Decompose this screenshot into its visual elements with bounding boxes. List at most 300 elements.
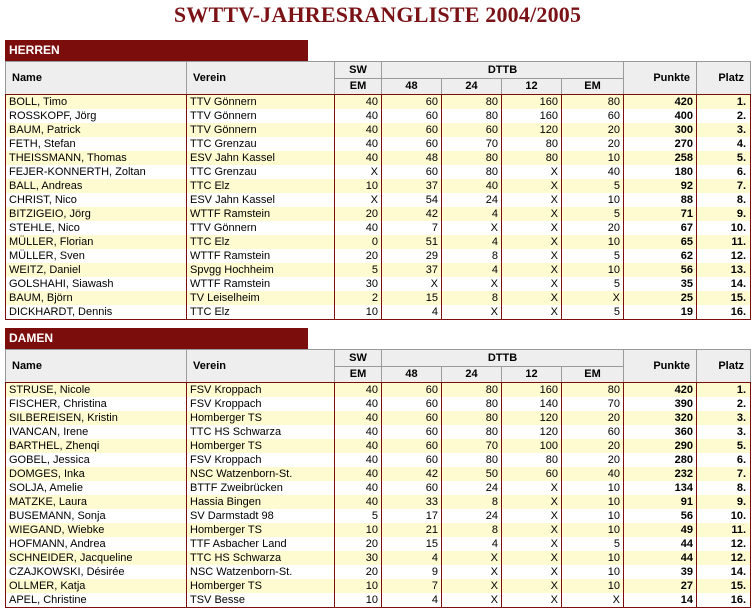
dttb-48-value: 42	[382, 467, 442, 481]
player-name: DOMGES, Inka	[6, 467, 187, 481]
rank-value: 11.	[697, 523, 751, 537]
dttb-em-value: 5	[562, 207, 624, 221]
player-name: BAUM, Patrick	[6, 123, 187, 137]
dttb-24-value: 80	[442, 151, 502, 165]
club-name: SV Darmstadt 98	[187, 509, 335, 523]
player-name: FISCHER, Christina	[6, 397, 187, 411]
dttb-24-value: 80	[442, 383, 502, 398]
col-header-48: 48	[382, 79, 442, 95]
damen-table	[5, 349, 751, 608]
rank-value: 2.	[697, 397, 751, 411]
rank-value: 9.	[697, 207, 751, 221]
dttb-em-value: 10	[562, 151, 624, 165]
dttb-12-value: 80	[502, 151, 562, 165]
points-value: 270	[624, 137, 697, 151]
points-value: 390	[624, 397, 697, 411]
table-row	[6, 593, 751, 608]
sw-em-value: 5	[335, 509, 382, 523]
sw-em-value: 40	[335, 137, 382, 151]
player-name: THEISSMANN, Thomas	[6, 151, 187, 165]
col-header-verein: Verein	[187, 350, 335, 383]
dttb-48-value: 7	[382, 221, 442, 235]
club-name: TSV Besse	[187, 593, 335, 608]
col-header-name: Name	[6, 350, 187, 383]
sw-em-value: 20	[335, 537, 382, 551]
sw-em-value: 40	[335, 151, 382, 165]
sw-em-value: 10	[335, 593, 382, 608]
dttb-12-value: X	[502, 579, 562, 593]
dttb-24-value: 24	[442, 481, 502, 495]
col-header-platz: Platz	[697, 350, 751, 383]
player-name: MÜLLER, Florian	[6, 235, 187, 249]
club-name: TTC HS Schwarza	[187, 425, 335, 439]
dttb-48-value: 60	[382, 123, 442, 137]
sw-em-value: 30	[335, 551, 382, 565]
dttb-em-value: 5	[562, 179, 624, 193]
col-header-24: 24	[442, 79, 502, 95]
club-name: TTV Gönnern	[187, 109, 335, 123]
dttb-24-value: X	[442, 565, 502, 579]
table-row	[6, 221, 751, 235]
rank-value: 3.	[697, 123, 751, 137]
dttb-48-value: 60	[382, 109, 442, 123]
club-name: Homberger TS	[187, 439, 335, 453]
dttb-12-value: 60	[502, 467, 562, 481]
dttb-24-value: 80	[442, 165, 502, 179]
dttb-em-value: 20	[562, 411, 624, 425]
dttb-48-value: 21	[382, 523, 442, 537]
player-name: DICKHARDT, Dennis	[6, 305, 187, 320]
dttb-12-value: X	[502, 249, 562, 263]
dttb-24-value: X	[442, 305, 502, 320]
dttb-em-value: 40	[562, 165, 624, 179]
player-name: BUSEMANN, Sonja	[6, 509, 187, 523]
dttb-em-value: 10	[562, 579, 624, 593]
club-name: TV Leiselheim	[187, 291, 335, 305]
damen-section-label: DAMEN	[5, 328, 308, 349]
dttb-48-value: 60	[382, 481, 442, 495]
player-name: GOBEL, Jessica	[6, 453, 187, 467]
col-header-12: 12	[502, 367, 562, 383]
sw-em-value: 40	[335, 95, 382, 110]
club-name: WTTF Ramstein	[187, 207, 335, 221]
damen-section	[5, 328, 750, 608]
dttb-24-value: X	[442, 551, 502, 565]
dttb-em-value: 20	[562, 453, 624, 467]
herren-rows	[6, 95, 751, 320]
dttb-12-value: 160	[502, 383, 562, 398]
dttb-48-value: 37	[382, 179, 442, 193]
dttb-em-value: 20	[562, 439, 624, 453]
dttb-24-value: 60	[442, 123, 502, 137]
dttb-em-value: 10	[562, 235, 624, 249]
player-name: STEHLE, Nico	[6, 221, 187, 235]
points-value: 62	[624, 249, 697, 263]
points-value: 39	[624, 565, 697, 579]
dttb-12-value: X	[502, 537, 562, 551]
sw-em-value: 2	[335, 291, 382, 305]
dttb-48-value: 60	[382, 425, 442, 439]
rank-value: 14.	[697, 565, 751, 579]
player-name: SILBEREISEN, Kristin	[6, 411, 187, 425]
dttb-12-value: 160	[502, 109, 562, 123]
sw-em-value: 20	[335, 249, 382, 263]
dttb-em-value: 60	[562, 109, 624, 123]
points-value: 300	[624, 123, 697, 137]
dttb-em-value: 80	[562, 95, 624, 110]
dttb-24-value: 80	[442, 411, 502, 425]
rank-value: 16.	[697, 593, 751, 608]
dttb-12-value: 80	[502, 453, 562, 467]
rank-value: 7.	[697, 179, 751, 193]
herren-table	[5, 61, 751, 320]
dttb-em-value: X	[562, 291, 624, 305]
player-name: CZAJKOWSKI, Désirée	[6, 565, 187, 579]
col-header-dttb: DTTB	[382, 350, 624, 367]
table-row	[6, 193, 751, 207]
rank-value: 5.	[697, 439, 751, 453]
col-header-punkte: Punkte	[624, 350, 697, 383]
sw-em-value: 10	[335, 579, 382, 593]
sw-em-value: X	[335, 193, 382, 207]
dttb-48-value: 4	[382, 551, 442, 565]
sw-em-value: 40	[335, 425, 382, 439]
table-row	[6, 137, 751, 151]
dttb-em-value: 10	[562, 193, 624, 207]
dttb-24-value: 24	[442, 509, 502, 523]
dttb-24-value: X	[442, 579, 502, 593]
table-row	[6, 263, 751, 277]
rank-value: 3.	[697, 425, 751, 439]
player-name: BALL, Andreas	[6, 179, 187, 193]
sw-em-value: 20	[335, 565, 382, 579]
dttb-12-value: 120	[502, 123, 562, 137]
dttb-48-value: 60	[382, 95, 442, 110]
dttb-48-value: 29	[382, 249, 442, 263]
dttb-48-value: 60	[382, 165, 442, 179]
dttb-48-value: 60	[382, 383, 442, 398]
dttb-12-value: 160	[502, 95, 562, 110]
table-row	[6, 123, 751, 137]
col-header-name: Name	[6, 62, 187, 95]
dttb-12-value: X	[502, 551, 562, 565]
points-value: 232	[624, 467, 697, 481]
sw-em-value: 40	[335, 467, 382, 481]
points-value: 134	[624, 481, 697, 495]
player-name: SOLJA, Amelie	[6, 481, 187, 495]
rank-value: 16.	[697, 305, 751, 320]
col-header-sw: SW	[335, 62, 382, 79]
table-row	[6, 397, 751, 411]
rank-value: 1.	[697, 383, 751, 398]
dttb-48-value: 60	[382, 453, 442, 467]
rank-value: 7.	[697, 467, 751, 481]
table-row	[6, 425, 751, 439]
herren-section	[5, 40, 750, 320]
points-value: 91	[624, 495, 697, 509]
rank-value: 10.	[697, 221, 751, 235]
table-row	[6, 179, 751, 193]
page-title: SWTTV-JAHRESRANGLISTE 2004/2005	[173, 2, 582, 27]
col-header-verein: Verein	[187, 62, 335, 95]
dttb-12-value: X	[502, 481, 562, 495]
rank-value: 10.	[697, 509, 751, 523]
rank-value: 14.	[697, 277, 751, 291]
dttb-em-value: 10	[562, 565, 624, 579]
points-value: 92	[624, 179, 697, 193]
dttb-48-value: 60	[382, 397, 442, 411]
points-value: 14	[624, 593, 697, 608]
rank-value: 6.	[697, 165, 751, 179]
dttb-24-value: 80	[442, 453, 502, 467]
col-header-punkte: Punkte	[624, 62, 697, 95]
table-row	[6, 305, 751, 320]
rank-value: 13.	[697, 263, 751, 277]
dttb-24-value: 70	[442, 439, 502, 453]
sw-em-value: 40	[335, 383, 382, 398]
dttb-48-value: 4	[382, 305, 442, 320]
table-row	[6, 291, 751, 305]
dttb-12-value: X	[502, 509, 562, 523]
points-value: 258	[624, 151, 697, 165]
club-name: WTTF Ramstein	[187, 249, 335, 263]
points-value: 88	[624, 193, 697, 207]
table-row	[6, 509, 751, 523]
dttb-em-value: 60	[562, 425, 624, 439]
dttb-em-value: 10	[562, 551, 624, 565]
table-row	[6, 383, 751, 398]
player-name: FETH, Stefan	[6, 137, 187, 151]
rank-value: 8.	[697, 193, 751, 207]
club-name: FSV Kroppach	[187, 397, 335, 411]
table-row	[6, 165, 751, 179]
dttb-48-value: 17	[382, 509, 442, 523]
dttb-12-value: X	[502, 263, 562, 277]
dttb-24-value: 80	[442, 397, 502, 411]
rank-value: 15.	[697, 579, 751, 593]
dttb-24-value: 40	[442, 179, 502, 193]
dttb-48-value: 60	[382, 411, 442, 425]
club-name: TTV Gönnern	[187, 221, 335, 235]
table-row	[6, 109, 751, 123]
dttb-48-value: 48	[382, 151, 442, 165]
table-row	[6, 579, 751, 593]
rank-value: 6.	[697, 453, 751, 467]
dttb-em-value: 80	[562, 383, 624, 398]
dttb-12-value: X	[502, 179, 562, 193]
club-name: TTC Grenzau	[187, 137, 335, 151]
dttb-12-value: X	[502, 165, 562, 179]
col-header-48: 48	[382, 367, 442, 383]
col-header-dttb-em: EM	[562, 79, 624, 95]
club-name: Homberger TS	[187, 411, 335, 425]
dttb-24-value: 8	[442, 495, 502, 509]
points-value: 420	[624, 383, 697, 398]
club-name: TTC Elz	[187, 305, 335, 320]
dttb-em-value: 5	[562, 537, 624, 551]
col-header-sw: SW	[335, 350, 382, 367]
player-name: ROSSKOPF, Jörg	[6, 109, 187, 123]
points-value: 71	[624, 207, 697, 221]
player-name: WEITZ, Daniel	[6, 263, 187, 277]
player-name: STRUSE, Nicole	[6, 383, 187, 398]
player-name: BARTHEL, Zhenqi	[6, 439, 187, 453]
dttb-24-value: 4	[442, 207, 502, 221]
dttb-24-value: X	[442, 221, 502, 235]
points-value: 420	[624, 95, 697, 110]
dttb-24-value: X	[442, 277, 502, 291]
dttb-24-value: 80	[442, 109, 502, 123]
player-name: SCHNEIDER, Jacqueline	[6, 551, 187, 565]
sw-em-value: 40	[335, 109, 382, 123]
rank-value: 1.	[697, 95, 751, 110]
dttb-em-value: 70	[562, 397, 624, 411]
club-name: TTF Asbacher Land	[187, 537, 335, 551]
sw-em-value: 10	[335, 179, 382, 193]
club-name: NSC Watzenborn-St.	[187, 565, 335, 579]
dttb-12-value: X	[502, 593, 562, 608]
club-name: ESV Jahn Kassel	[187, 193, 335, 207]
dttb-em-value: 10	[562, 523, 624, 537]
club-name: NSC Watzenborn-St.	[187, 467, 335, 481]
dttb-24-value: 80	[442, 425, 502, 439]
dttb-12-value: X	[502, 291, 562, 305]
dttb-48-value: 37	[382, 263, 442, 277]
dttb-24-value: 50	[442, 467, 502, 481]
dttb-48-value: 60	[382, 439, 442, 453]
club-name: Hassia Bingen	[187, 495, 335, 509]
dttb-em-value: 5	[562, 249, 624, 263]
dttb-em-value: X	[562, 593, 624, 608]
dttb-12-value: 100	[502, 439, 562, 453]
table-row	[6, 537, 751, 551]
rank-value: 9.	[697, 495, 751, 509]
table-row	[6, 95, 751, 110]
points-value: 290	[624, 439, 697, 453]
club-name: Homberger TS	[187, 523, 335, 537]
table-row	[6, 235, 751, 249]
table-row	[6, 453, 751, 467]
points-value: 320	[624, 411, 697, 425]
club-name: Homberger TS	[187, 579, 335, 593]
club-name: TTV Gönnern	[187, 123, 335, 137]
dttb-em-value: 5	[562, 277, 624, 291]
table-row	[6, 551, 751, 565]
sw-em-value: 5	[335, 263, 382, 277]
dttb-48-value: 54	[382, 193, 442, 207]
rank-value: 12.	[697, 537, 751, 551]
club-name: TTC Elz	[187, 235, 335, 249]
club-name: Spvgg Hochheim	[187, 263, 335, 277]
points-value: 44	[624, 537, 697, 551]
table-row	[6, 467, 751, 481]
sw-em-value: 40	[335, 453, 382, 467]
rank-value: 11.	[697, 235, 751, 249]
dttb-48-value: 7	[382, 579, 442, 593]
table-row	[6, 481, 751, 495]
player-name: IVANCAN, Irene	[6, 425, 187, 439]
sw-em-value: 10	[335, 523, 382, 537]
dttb-12-value: 120	[502, 425, 562, 439]
dttb-12-value: X	[502, 277, 562, 291]
player-name: FEJER-KONNERTH, Zoltan	[6, 165, 187, 179]
dttb-48-value: 33	[382, 495, 442, 509]
points-value: 400	[624, 109, 697, 123]
dttb-em-value: 40	[562, 467, 624, 481]
dttb-12-value: X	[502, 565, 562, 579]
dttb-em-value: 5	[562, 305, 624, 320]
table-row	[6, 523, 751, 537]
player-name: APEL, Christine	[6, 593, 187, 608]
dttb-24-value: X	[442, 593, 502, 608]
dttb-em-value: 20	[562, 137, 624, 151]
dttb-24-value: 4	[442, 263, 502, 277]
club-name: BTTF Zweibrücken	[187, 481, 335, 495]
table-row	[6, 277, 751, 291]
damen-rows	[6, 383, 751, 608]
dttb-48-value: X	[382, 277, 442, 291]
sw-em-value: 40	[335, 397, 382, 411]
dttb-em-value: 20	[562, 221, 624, 235]
rank-value: 12.	[697, 551, 751, 565]
player-name: WIEGAND, Wiebke	[6, 523, 187, 537]
herren-section-label: HERREN	[5, 40, 308, 61]
player-name: BAUM, Björn	[6, 291, 187, 305]
dttb-12-value: X	[502, 221, 562, 235]
club-name: WTTF Ramstein	[187, 277, 335, 291]
player-name: GOLSHAHI, Siawash	[6, 277, 187, 291]
rank-value: 8.	[697, 481, 751, 495]
player-name: HOFMANN, Andrea	[6, 537, 187, 551]
dttb-em-value: 10	[562, 495, 624, 509]
dttb-48-value: 15	[382, 537, 442, 551]
dttb-24-value: 8	[442, 291, 502, 305]
sw-em-value: 0	[335, 235, 382, 249]
table-row	[6, 439, 751, 453]
table-row	[6, 411, 751, 425]
points-value: 19	[624, 305, 697, 320]
dttb-12-value: 120	[502, 411, 562, 425]
sw-em-value: X	[335, 165, 382, 179]
rank-value: 2.	[697, 109, 751, 123]
rank-value: 4.	[697, 137, 751, 151]
dttb-12-value: X	[502, 207, 562, 221]
club-name: FSV Kroppach	[187, 453, 335, 467]
points-value: 25	[624, 291, 697, 305]
dttb-12-value: X	[502, 523, 562, 537]
dttb-24-value: 8	[442, 523, 502, 537]
col-header-dttb-em: EM	[562, 367, 624, 383]
sw-em-value: 40	[335, 481, 382, 495]
points-value: 35	[624, 277, 697, 291]
points-value: 56	[624, 509, 697, 523]
table-row	[6, 495, 751, 509]
player-name: CHRIST, Nico	[6, 193, 187, 207]
club-name: TTC Grenzau	[187, 165, 335, 179]
club-name: TTC Elz	[187, 179, 335, 193]
dttb-48-value: 4	[382, 593, 442, 608]
col-header-12: 12	[502, 79, 562, 95]
club-name: ESV Jahn Kassel	[187, 151, 335, 165]
player-name: BOLL, Timo	[6, 95, 187, 110]
dttb-12-value: 140	[502, 397, 562, 411]
table-row	[6, 151, 751, 165]
col-header-24: 24	[442, 367, 502, 383]
points-value: 56	[624, 263, 697, 277]
sw-em-value: 30	[335, 277, 382, 291]
dttb-12-value: X	[502, 495, 562, 509]
dttb-48-value: 42	[382, 207, 442, 221]
